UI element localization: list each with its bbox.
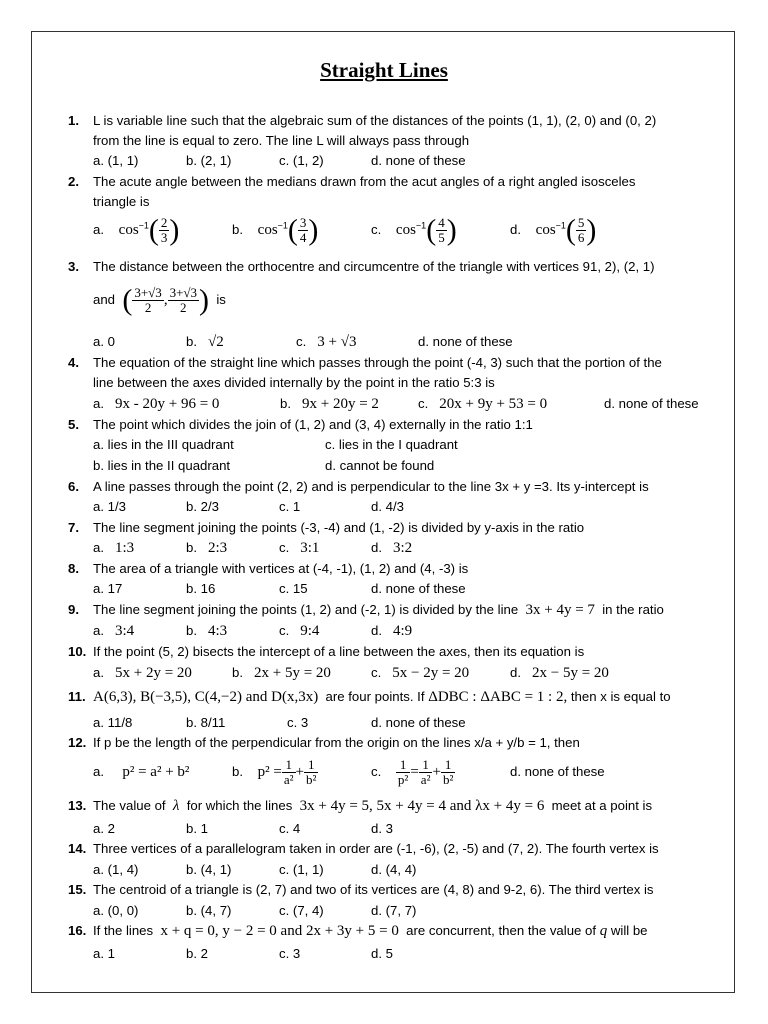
question-number: 9.: [68, 602, 79, 617]
question-number: 13.: [68, 798, 87, 813]
option: b. 2x + 5y = 20: [232, 665, 331, 681]
question-number: 11.: [68, 689, 86, 704]
option: c. lies in the I quadrant: [325, 437, 458, 452]
option: c. 5x − 2y = 20: [371, 665, 470, 681]
option: b. 9x + 20y = 2: [280, 396, 379, 412]
option: c. (1, 1): [279, 862, 324, 877]
option: c. 1: [279, 499, 301, 514]
option: c. (7, 4): [279, 903, 324, 918]
question-text: The line segment joining the points (1, 2) and (-2, 1) is divided by the line 3x + 4y = 7 in the ratio: [93, 602, 664, 618]
question-number: 1.: [68, 113, 79, 128]
option: d. $\cos^{-1}$( $\frac{5}{6}$ ): [510, 213, 597, 247]
option: d. (7, 7): [371, 903, 417, 918]
question-text: If the lines x + q = 0, y − 2 = 0 and 2x + 3y + 5 = 0 are concurrent, then the value of q will be: [93, 923, 648, 939]
question-text: Three vertices of a parallelogram taken in order are (-1, -6), (2, -5) and (7, 2). The fourth vertex is: [93, 841, 659, 856]
option: d. none of these: [418, 334, 513, 349]
question-number: 5.: [68, 417, 79, 432]
question-text: The acute angle between the medians drawn from the acut angles of a right angled isosceles: [93, 174, 636, 189]
option: b. p² = $\frac{1}{\text{a²}}$ + $\frac{1}{\text{b²}}$: [232, 757, 317, 788]
question-text: line between the axes divided internally by the point in the ratio 5:3 is: [93, 375, 495, 390]
question-text: The value of λ for which the lines 3x + 4y = 5, 5x + 4y = 4 and λx + 4y = 6 meet at a point is: [93, 798, 653, 814]
option: a. 5x + 2y = 20: [93, 665, 192, 681]
option: a. 1: [93, 946, 115, 961]
option: c. (1, 2): [279, 153, 324, 168]
option: b. (2, 1): [186, 153, 232, 168]
option: a. 1/3: [93, 499, 126, 514]
question-text: The point which divides the join of (1, 2) and (3, 4) externally in the ratio 1:1: [93, 417, 533, 432]
question-text: The equation of the straight line which passes through the point (-4, 3) such that the portion of the: [93, 355, 662, 370]
option: a. (1, 1): [93, 153, 139, 168]
option: a. lies in the III quadrant: [93, 437, 234, 452]
option: d. none of these: [371, 581, 466, 596]
option: a. 1:3: [93, 540, 135, 556]
question-number: 14.: [68, 841, 87, 856]
option: c. 20x + 9y + 53 = 0: [418, 396, 548, 412]
question-number: 16.: [68, 923, 87, 938]
question-number: 15.: [68, 882, 87, 897]
option: a. 3:4: [93, 623, 135, 639]
question-text: A(6,3), B(−3,5), C(4,−2) and D(x,3x) are four points. If ΔDBC : ΔABC = 1 : 2, then x is equal to: [93, 689, 671, 705]
question-number: 7.: [68, 520, 79, 535]
option: a. 11/8: [93, 715, 133, 730]
option: c. $\frac{1}{\text{p²}}$ = $\frac{1}{\text{a²}}$ + $\frac{1}{\text{b²}}$: [371, 757, 454, 788]
option: d. none of these: [371, 715, 466, 730]
option: d. none of these: [604, 396, 699, 411]
question-text: The distance between the orthocentre and circumcentre of the triangle with vertices 91, 2), (2, 1): [93, 259, 655, 274]
question-text: A line passes through the point (2, 2) and is perpendicular to the line 3x + y =3. Its y-intercept is: [93, 479, 649, 494]
page-title: Straight Lines: [320, 58, 448, 82]
option: c. 3 + √3: [296, 334, 357, 350]
option: b. lies in the II quadrant: [93, 458, 231, 473]
question-number: 8.: [68, 561, 79, 576]
option: d. none of these: [371, 153, 466, 168]
question-text: L is variable line such that the algebraic sum of the distances of the points (1, 1), (2, 0) and (0, 2): [93, 113, 657, 128]
option: b. 8/11: [186, 715, 226, 730]
question-number: 3.: [68, 259, 79, 274]
option: d. 4:9: [371, 623, 413, 639]
question-text: triangle is: [93, 194, 150, 209]
option: a. 0: [93, 334, 115, 349]
question-number: 6.: [68, 479, 79, 494]
option: b. 2:3: [186, 540, 228, 556]
option: b. 2/3: [186, 499, 219, 514]
option: a. 2: [93, 821, 115, 836]
option: c. 4: [279, 821, 301, 836]
question-number: 10.: [68, 644, 87, 659]
question-text: The area of a triangle with vertices at (-4, -1), (1, 2) and (4, -3) is: [93, 561, 469, 576]
option: b. 2: [186, 946, 208, 961]
question-text: If p be the length of the perpendicular from the origin on the lines x/a + y/b = 1, then: [93, 735, 580, 750]
option: d. 2x − 5y = 20: [510, 665, 609, 681]
question-text: and ( $\frac{3+√3}{2}$ , $\frac{3+√3}{2}$ ) is: [93, 283, 226, 317]
question-text: If the point (5, 2) bisects the intercept of a line between the axes, then its equation is: [93, 644, 585, 659]
option: b. 16: [186, 581, 216, 596]
option: b. √2: [186, 334, 224, 350]
question-text: The line segment joining the points (-3, -4) and (1, -2) is divided by y-axis in the ratio: [93, 520, 585, 535]
option: a. 17: [93, 581, 123, 596]
question-text: The centroid of a triangle is (2, 7) and two of its vertices are (4, 8) and 9-2, 6). The third vertex is: [93, 882, 654, 897]
question-number: 2.: [68, 174, 79, 189]
option: c. 3:1: [279, 540, 320, 556]
option: c. 9:4: [279, 623, 320, 639]
option: a. (1, 4): [93, 862, 139, 877]
option: d. 4/3: [371, 499, 404, 514]
option: c. 3: [279, 946, 301, 961]
option: b. 4:3: [186, 623, 228, 639]
option: d. (4, 4): [371, 862, 417, 877]
option: b. (4, 7): [186, 903, 232, 918]
option: b. 1: [186, 821, 208, 836]
option: d. 3:2: [371, 540, 413, 556]
option: d. none of these: [510, 764, 605, 779]
option: a. 9x - 20y + 96 = 0: [93, 396, 220, 412]
option: d. 5: [371, 946, 393, 961]
option: c. 3: [287, 715, 309, 730]
option: c. 15: [279, 581, 308, 596]
option: a. p² = a² + b²: [93, 764, 190, 780]
option: a. $\cos^{-1}$( $\frac{2}{3}$ ): [93, 213, 180, 247]
question-number: 12.: [68, 735, 87, 750]
option: b. (4, 1): [186, 862, 232, 877]
option: c. $\cos^{-1}$( $\frac{4}{5}$ ): [371, 213, 457, 247]
option: b. $\cos^{-1}$( $\frac{3}{4}$ ): [232, 213, 319, 247]
question-text: from the line is equal to zero. The line L will always pass through: [93, 133, 470, 148]
option: d. cannot be found: [325, 458, 435, 473]
question-number: 4.: [68, 355, 79, 370]
option: d. 3: [371, 821, 393, 836]
option: a. (0, 0): [93, 903, 139, 918]
